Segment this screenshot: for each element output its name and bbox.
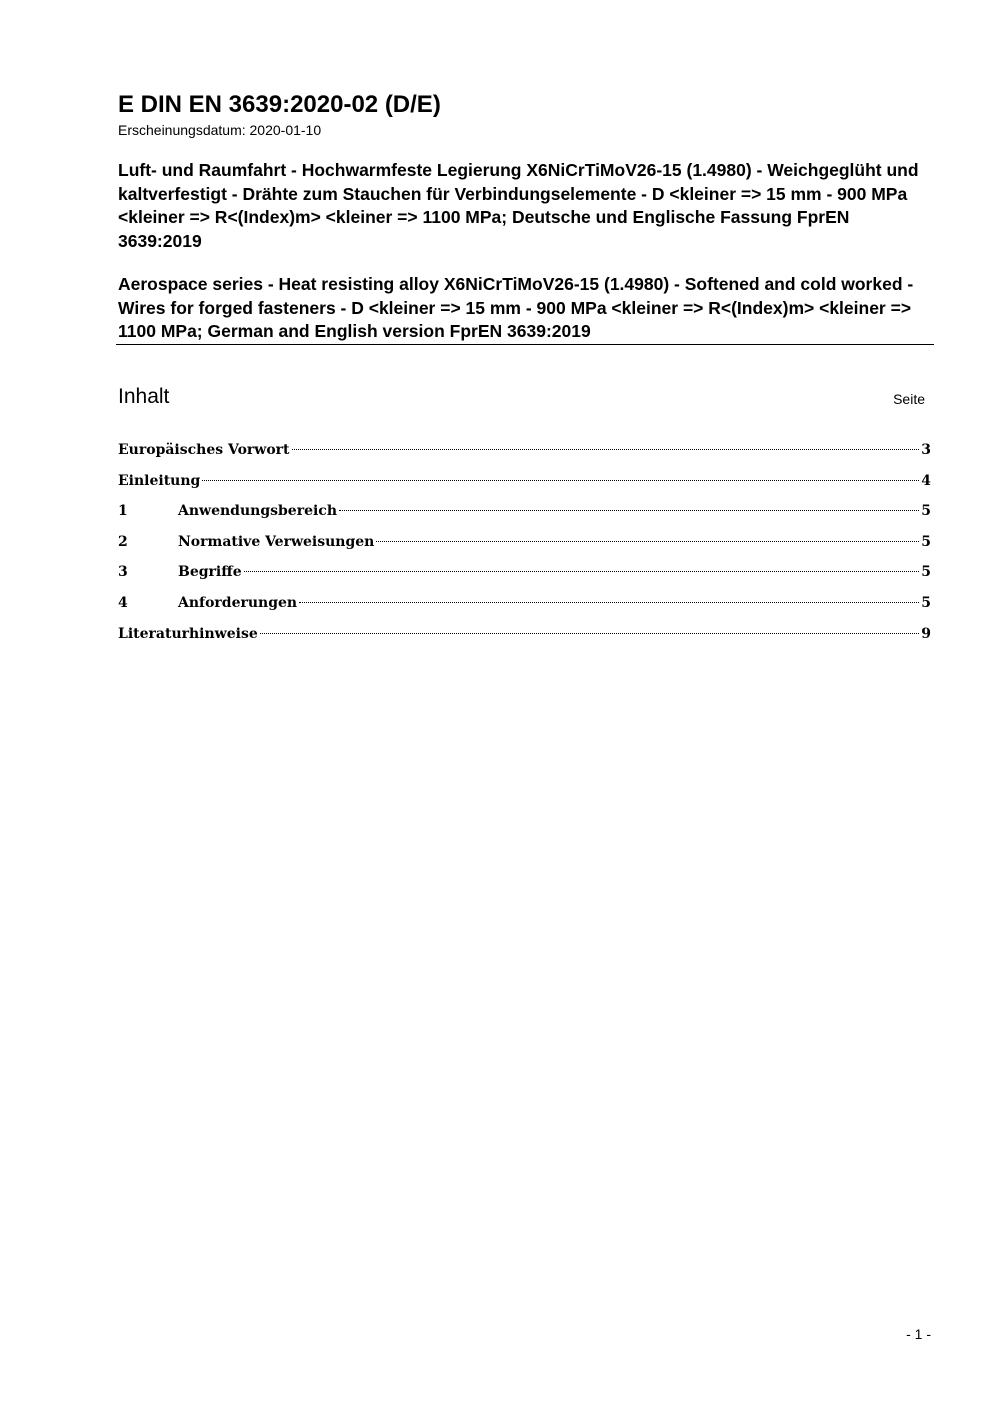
table-of-contents: [118, 440, 931, 654]
toc-dot-leader: [376, 541, 919, 542]
toc-entry-label: Literaturhinweise: [118, 625, 258, 642]
toc-entry-page: 5: [921, 533, 931, 550]
toc-entry-number: 2: [118, 533, 128, 550]
toc-entry-label: Normative Verweisungen: [178, 533, 375, 550]
toc-dot-leader: [339, 510, 919, 511]
publication-date: Erscheinungsdatum: 2020-01-10: [118, 122, 322, 138]
toc-entry-page: 5: [921, 594, 931, 611]
toc-entry-number: 1: [118, 503, 128, 520]
document-id: E DIN EN 3639:2020-02 (D/E): [118, 91, 441, 118]
toc-entry-anwendungsbereich[interactable]: [118, 501, 931, 532]
toc-entry-number: 3: [118, 564, 128, 581]
page-number: - 1 -: [906, 1326, 931, 1342]
toc-entry-label: Europäisches Vorwort: [118, 442, 290, 458]
toc-entry-europaeisches-vorwort[interactable]: [118, 440, 931, 471]
toc-entry-page: 5: [921, 564, 931, 581]
toc-heading: Inhalt: [118, 385, 170, 408]
toc-dot-leader: [292, 449, 920, 450]
title-divider: [116, 344, 934, 345]
toc-dot-leader: [202, 480, 919, 481]
title-german: Luft- und Raumfahrt - Hochwarmfeste Legierung X6NiCrTiMoV26-15 (1.4980) - Weichgeglüht und kaltverfestigt - Drähte zum Stauchen für Verbindungselemente - D <kleiner => 15 mm - 900 MPa <kleiner => R<(Index)m> <kleiner => 1100 MPa; Deutsche und Englische Fassung FprEN 3639:2019: [118, 160, 919, 251]
toc-entry-einleitung[interactable]: [118, 471, 931, 502]
toc-entry-page: 5: [921, 503, 931, 520]
toc-entry-label: Begriffe: [178, 564, 242, 581]
toc-entry-anforderungen[interactable]: [118, 593, 931, 624]
toc-entry-page: 9: [921, 625, 931, 642]
toc-page-column-label: Seite: [893, 391, 925, 407]
title-english: Aerospace series - Heat resisting alloy X6NiCrTiMoV26-15 (1.4980) - Softened and cold worked - Wires for forged fasteners - D <kleiner => 15 mm - 900 MPa <kleiner => R<(Index)m> <kleiner => 1100 MPa; German and English version FprEN 3639:2019: [118, 274, 914, 341]
toc-entry-label: Einleitung: [118, 472, 201, 489]
toc-dot-leader: [260, 633, 920, 634]
toc-entry-page: 3: [921, 442, 931, 458]
toc-entry-normative-verweisungen[interactable]: [118, 532, 931, 563]
toc-entry-page: 4: [921, 472, 931, 489]
toc-entry-literaturhinweise[interactable]: [118, 624, 931, 655]
toc-entry-number: 4: [118, 594, 128, 611]
toc-entry-begriffe[interactable]: [118, 562, 931, 593]
toc-dot-leader: [299, 602, 919, 603]
toc-dot-leader: [244, 571, 920, 572]
toc-entry-label: Anforderungen: [178, 594, 298, 611]
toc-entry-label: Anwendungsbereich: [178, 503, 337, 520]
